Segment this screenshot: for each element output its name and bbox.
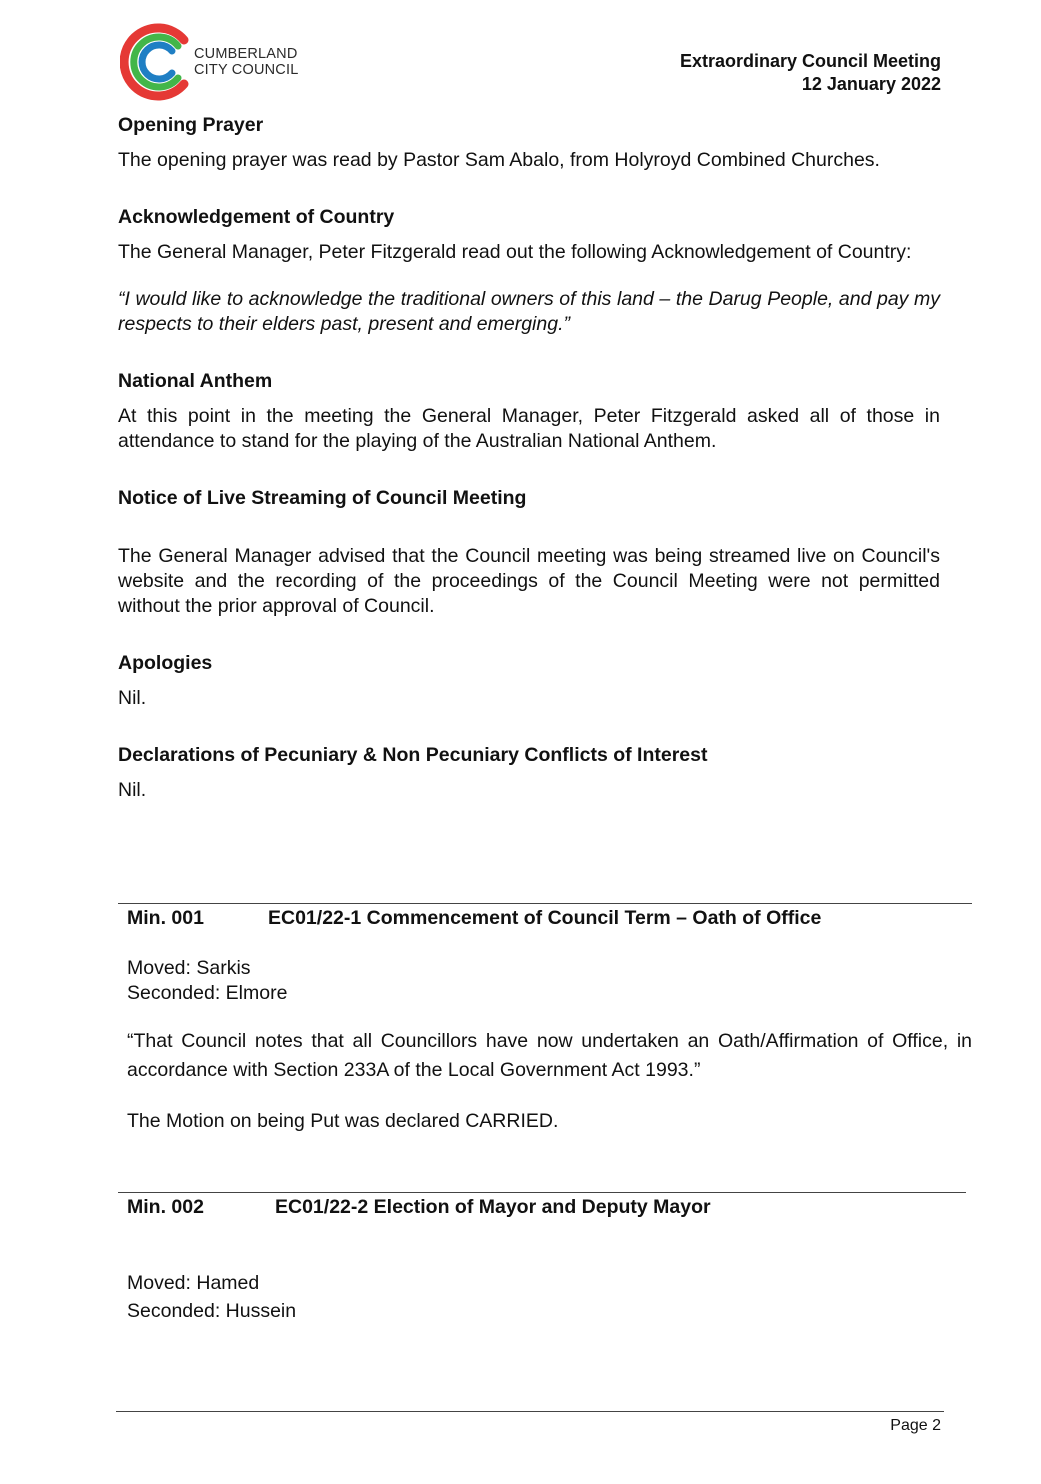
heading-acknowledgement: Acknowledgement of Country (118, 206, 395, 228)
meeting-date: 12 January 2022 (801, 74, 941, 94)
minute-002 (118, 1192, 966, 1325)
heading-national-anthem: National Anthem (118, 370, 273, 392)
logo-line-2: CITY COUNCIL (194, 62, 299, 78)
heading-apologies: Apologies (118, 652, 213, 674)
text-national-anthem: At this point in the meeting the General Manager, Peter Fitzgerald asked all of those in attendance to stand for the playing of the Australian National Anthem. (118, 405, 940, 452)
minute-moved: Moved: Hamed (127, 1272, 260, 1294)
logo-line-1: CUMBERLAND (194, 46, 298, 62)
minute-header (118, 906, 972, 931)
page-number: Page 2 (890, 1417, 941, 1434)
document-body (118, 113, 940, 835)
minute-001 (118, 903, 972, 1134)
minute-body (118, 1269, 966, 1325)
text-opening-prayer: The opening prayer was read by Pastor Sam Abalo, from Holyroyd Combined Churches. (118, 149, 880, 171)
minute-seconded: Seconded: Elmore (127, 982, 288, 1004)
text-acknowledgement: The General Manager, Peter Fitzgerald read out the following Acknowledgement of Country: (118, 241, 912, 263)
acknowledgement-quote: “I would like to acknowledge the traditional owners of this land – the Darug People, and pay my respects to their elders past, present and emerging.” (118, 288, 940, 335)
minute-resolution: “That Council notes that all Councillors have now undertaken an Oath/Affirmation of Office, in accordance with Section 233A of the Local Government Act 1993.” (127, 1030, 972, 1081)
text-apologies: Nil. (118, 687, 147, 709)
council-logo (120, 22, 310, 102)
minute-seconded: Seconded: Hussein (127, 1300, 297, 1322)
footer-divider (116, 1411, 944, 1412)
heading-live-streaming: Notice of Live Streaming of Council Meeting (118, 487, 527, 509)
minute-number: Min. 002 (127, 1196, 204, 1218)
heading-opening-prayer: Opening Prayer (118, 114, 264, 136)
meeting-title: Extraordinary Council Meeting (679, 51, 941, 71)
minute-number: Min. 001 (127, 907, 204, 929)
minute-body (118, 956, 972, 1134)
council-logo-icon (120, 22, 192, 102)
logo-wordmark (194, 46, 298, 78)
minute-title: EC01/22-1 Commencement of Council Term – Oath of Office (268, 907, 822, 929)
minute-title: EC01/22-2 Election of Mayor and Deputy Mayor (275, 1196, 711, 1218)
text-declarations: Nil. (118, 779, 147, 801)
heading-declarations: Declarations of Pecuniary & Non Pecuniary Conflicts of Interest (118, 744, 708, 766)
minute-outcome: The Motion on being Put was declared CARRIED. (127, 1110, 559, 1132)
minute-header (118, 1195, 966, 1220)
meeting-header (680, 50, 941, 96)
minute-moved: Moved: Sarkis (127, 957, 251, 979)
text-live-streaming: The General Manager advised that the Council meeting was being streamed live on Council's website and the recording of the proceedings of the Council Meeting were not permitted without the prior approval of Council. (118, 545, 940, 617)
